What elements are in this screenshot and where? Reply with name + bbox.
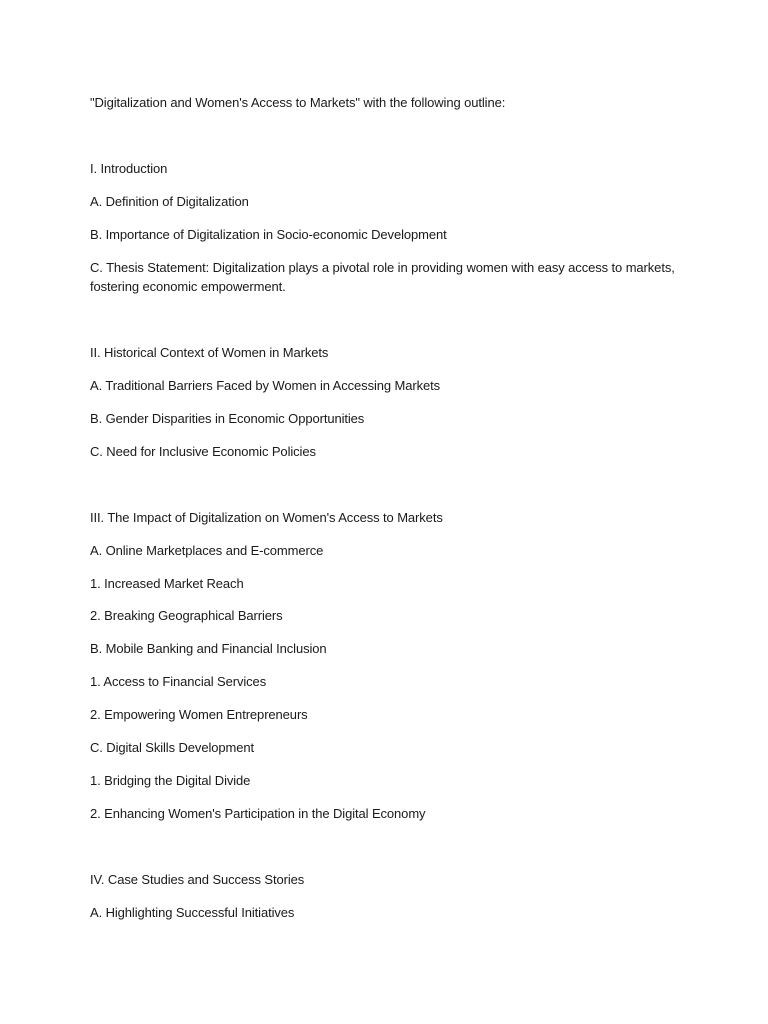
outline-item: A. Definition of Digitalization (90, 194, 249, 209)
outline-item: A. Online Marketplaces and E-commerce (90, 543, 324, 558)
outline-heading-case-studies: IV. Case Studies and Success Stories (90, 872, 305, 887)
outline-item-thesis: C. Thesis Statement: Digitalization plays a pivotal role in providing women with easy access to markets, fostering economic empowerment. (90, 260, 675, 294)
outline-subitem: 1. Bridging the Digital Divide (90, 773, 251, 788)
document-intro-line: "Digitalization and Women's Access to Markets" with the following outline: (90, 95, 506, 110)
outline-item: A. Traditional Barriers Faced by Women in Accessing Markets (90, 378, 441, 393)
outline-heading-impact: III. The Impact of Digitalization on Women's Access to Markets (90, 510, 443, 525)
outline-subitem: 2. Empowering Women Entrepreneurs (90, 707, 308, 722)
outline-subitem: 2. Breaking Geographical Barriers (90, 608, 283, 623)
outline-subitem: 1. Access to Financial Services (90, 674, 267, 689)
outline-item: C. Digital Skills Development (90, 740, 254, 755)
outline-heading-historical-context: II. Historical Context of Women in Markets (90, 345, 329, 360)
outline-item: B. Mobile Banking and Financial Inclusion (90, 641, 327, 656)
outline-subitem: 1. Increased Market Reach (90, 576, 244, 591)
outline-item: B. Gender Disparities in Economic Opportunities (90, 411, 365, 426)
outline-item: B. Importance of Digitalization in Socio-economic Development (90, 227, 447, 242)
outline-item: C. Need for Inclusive Economic Policies (90, 444, 316, 459)
outline-heading-introduction: I. Introduction (90, 161, 168, 176)
outline-item: A. Highlighting Successful Initiatives (90, 905, 295, 920)
outline-subitem: 2. Enhancing Women's Participation in the Digital Economy (90, 806, 426, 821)
